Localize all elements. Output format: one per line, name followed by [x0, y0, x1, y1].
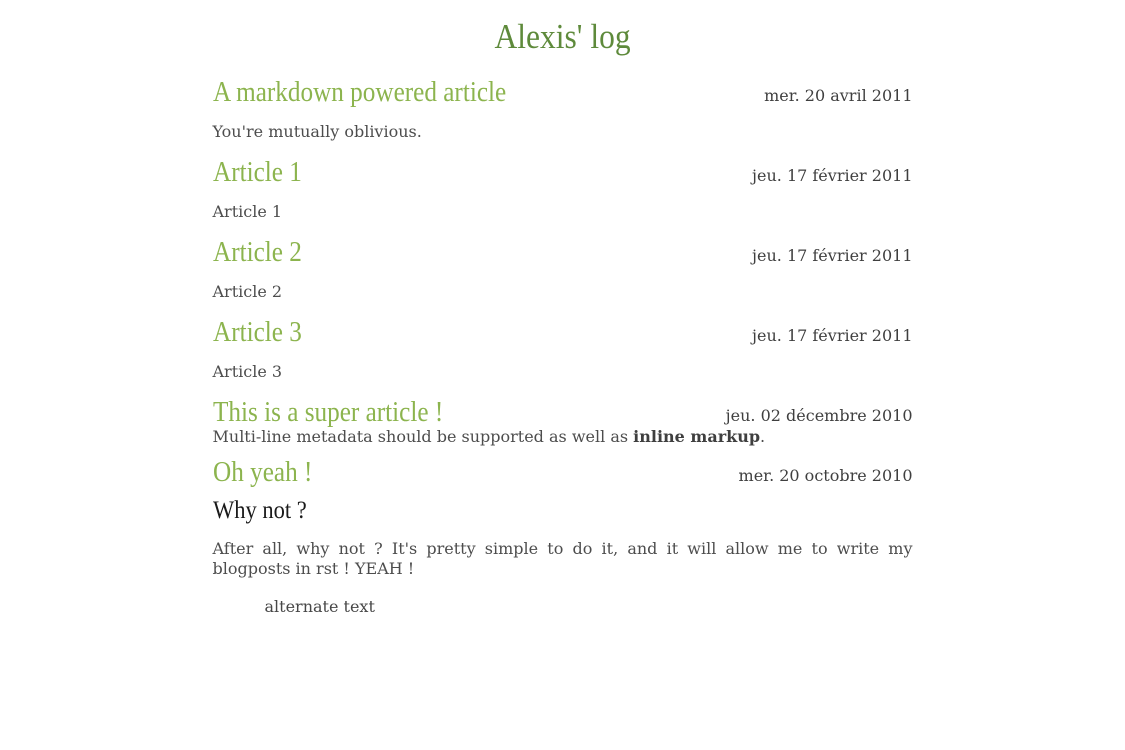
entry-title [213, 78, 539, 109]
entry-title-link[interactable] [213, 237, 312, 268]
entry-title-text[interactable]: This is a super article ! [212, 397, 443, 428]
entry-date: jeu. 17 février 2011 [752, 326, 913, 345]
entry-title-link[interactable] [213, 397, 469, 428]
entry-title-link[interactable] [213, 317, 312, 348]
entry-header [213, 398, 913, 426]
entry-header [213, 318, 913, 354]
article-entry [213, 318, 913, 382]
article-entry [213, 238, 913, 302]
entry-header [213, 78, 913, 114]
entry-date: jeu. 17 février 2011 [752, 246, 913, 265]
article-entry [213, 398, 913, 447]
entry-subheading-text: Why not ? [212, 497, 307, 524]
entry-summary: Article 2 [212, 282, 283, 301]
entry-title [213, 318, 312, 349]
entry-title-text[interactable]: Article 2 [212, 237, 302, 268]
entry-title [213, 238, 312, 269]
entry-title-link[interactable] [213, 157, 312, 188]
entry-title [213, 458, 323, 489]
broken-image-alt-text: alternate text [264, 597, 375, 616]
entry-summary: You're mutually oblivious. [212, 122, 422, 141]
entry-header [213, 458, 913, 494]
entry-title-text[interactable]: A markdown powered article [212, 77, 506, 108]
article-entry [213, 458, 913, 617]
article-entry [213, 158, 913, 222]
entry-header [213, 158, 913, 194]
entry-header [213, 238, 913, 274]
entry-title [213, 398, 469, 429]
summary-bold-text: inline markup [633, 427, 761, 446]
blog-page [213, 0, 913, 617]
entry-summary: Article 3 [212, 362, 283, 381]
entry-date: mer. 20 avril 2011 [764, 86, 913, 105]
entry-date: jeu. 17 février 2011 [752, 166, 913, 185]
site-title [213, 14, 913, 60]
site-title-text[interactable]: Alexis' log [494, 17, 631, 56]
entry-title-text[interactable]: Oh yeah ! [212, 457, 312, 488]
entry-body-paragraph: After all, why not ? It's pretty simple to do it, and it will allow me to write my blogposts in rst ! YEAH ! [212, 539, 913, 578]
entry-subheading [213, 496, 913, 526]
summary-text: Multi-line metadata should be supported as well as [212, 427, 634, 446]
article-entry [213, 78, 913, 142]
entry-title-text[interactable]: Article 3 [212, 317, 302, 348]
entry-title-link[interactable] [213, 457, 323, 488]
entry-title [213, 158, 312, 189]
entry-title-link[interactable] [213, 77, 539, 108]
site-title-link[interactable] [487, 17, 638, 56]
entry-summary [213, 426, 913, 447]
summary-text: . [760, 427, 766, 446]
entry-date: jeu. 02 décembre 2010 [725, 406, 913, 425]
entry-title-text[interactable]: Article 1 [212, 157, 302, 188]
entry-date: mer. 20 octobre 2010 [738, 466, 913, 485]
entry-summary: Article 1 [212, 202, 283, 221]
